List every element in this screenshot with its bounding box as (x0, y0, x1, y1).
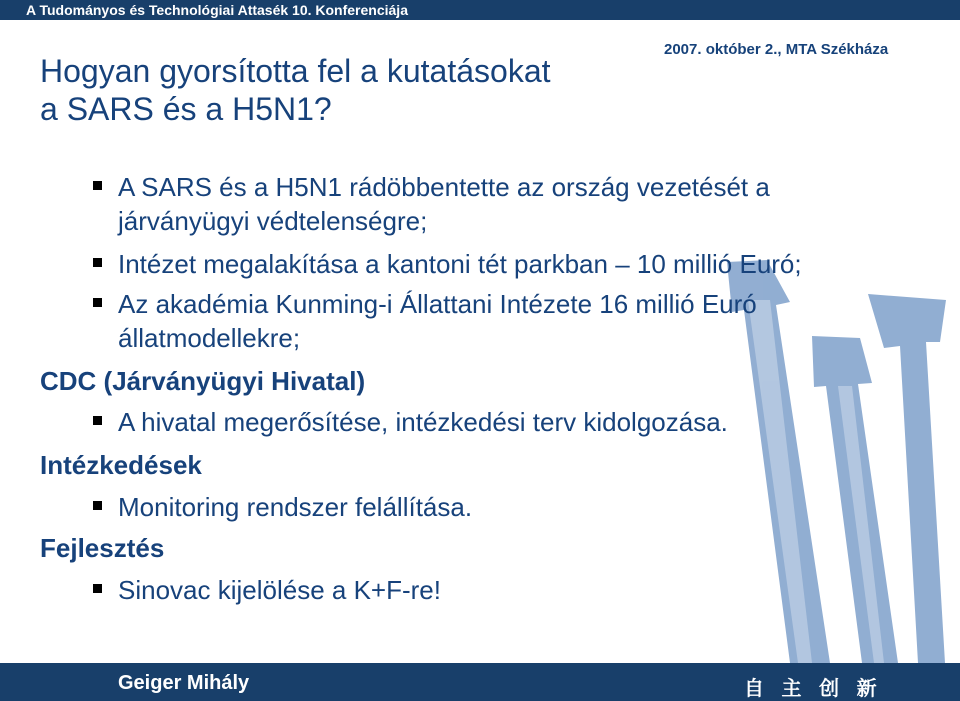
footer-author: Geiger Mihály (118, 672, 250, 694)
bullet-square-icon (93, 181, 102, 190)
bullet-square-icon (93, 258, 102, 267)
bullet-3-line-1: Az akadémia Kunming-i Állattani Intézete 16 millió Euró (118, 289, 757, 319)
measures-item: Monitoring rendszer felállítása. (118, 492, 473, 522)
bullet-square-icon (93, 501, 102, 510)
development-item: Sinovac kijelölése a K+F-re! (118, 575, 441, 605)
section-heading-cdc: CDC (Járványügyi Hivatal) (40, 366, 366, 396)
bullet-square-icon (93, 298, 102, 307)
date-location: 2007. október 2., MTA Székháza (664, 41, 889, 58)
bullet-2-line-1: Intézet megalakítása a kantoni tét parkban – 10 millió Euró; (118, 249, 802, 279)
bullet-3-line-2: állatmodellekre; (118, 323, 301, 353)
slide-title-line-2: a SARS és a H5N1? (40, 91, 332, 127)
section-heading-development: Fejlesztés (40, 533, 165, 563)
bullet-1-line-1: A SARS és a H5N1 rádöbbentette az ország vezetését a (118, 172, 770, 202)
bullet-square-icon (93, 416, 102, 425)
section-heading-measures: Intézkedések (40, 450, 202, 480)
cdc-item: A hivatal megerősítése, intézkedési terv kidolgozása. (118, 407, 728, 437)
conference-title: A Tudományos és Technológiai Attasék 10. Konferenciája (26, 2, 408, 18)
footer-motto: 自 主 创 新 (744, 678, 883, 700)
bullet-1-line-2: járványügyi védtelenségre; (118, 206, 428, 236)
bullet-square-icon (93, 584, 102, 593)
slide-title-line-1: Hogyan gyorsította fel a kutatásokat (40, 53, 551, 89)
